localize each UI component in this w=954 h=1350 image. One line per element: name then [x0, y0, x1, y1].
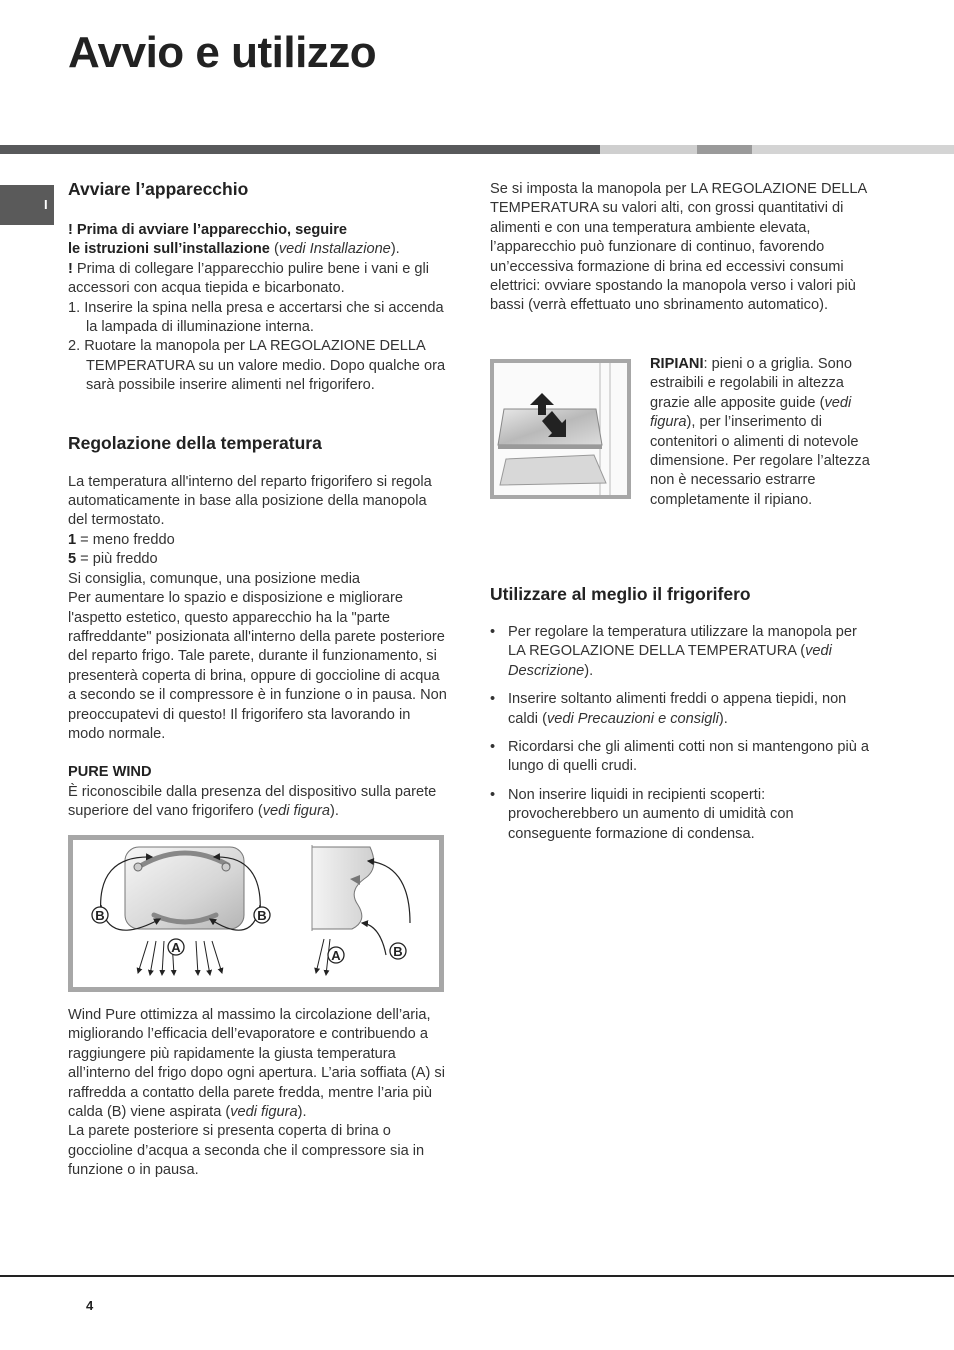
pure-wind-text: È riconoscibile dalla presenza del dispositivo sulla parete superiore del vano frigorifero ( [68, 783, 437, 820]
list-item [490, 738, 870, 777]
header-bar-light [600, 145, 697, 154]
tips-list [490, 623, 870, 844]
ripiani-text: : pieni o a griglia. Sono estraibili e regolabili in altezza grazie alle apposite guide ( [650, 356, 852, 411]
value-text: = più freddo [76, 551, 158, 568]
value-1 [68, 531, 448, 550]
warning-installation [68, 221, 448, 260]
page-number: 4 [86, 1298, 94, 1313]
utilizzare-section [490, 583, 870, 853]
language-tab-label: I [44, 197, 48, 212]
tip-text: Per regolare la temperatura utilizzare la manopola per LA REGOLAZIONE DELLA TEMPERATURA ( [508, 624, 857, 660]
label-a-front: A [171, 940, 181, 955]
value-5 [68, 550, 448, 569]
left-column [68, 178, 448, 822]
pure-wind-intro [68, 783, 448, 822]
header-bar-mid [697, 145, 752, 154]
warning-mark: ! [68, 260, 77, 277]
tip-text: ). [584, 662, 594, 679]
footer-rule [0, 1275, 954, 1277]
reference-link: vedi figura [230, 1104, 298, 1121]
section-heading-regolazione: Regolazione della temperatura [68, 432, 322, 453]
step-2: 2. Ruotare la manopola per LA REGOLAZIONE DELLA TEMPERATURA su un valore medio. Dopo qualche ora sarà possibile inserire alimenti nel frigorifero. [68, 338, 446, 394]
pure-wind-heading: PURE WIND [68, 764, 152, 781]
section-heading-utilizzare: Utilizzare al meglio il frigorifero [490, 584, 751, 604]
ripiani-text: ), per l’inserimento di contenitori o alimenti di notevole dimensione. Per regolare l’altezza non è necessario estrarre completamente il ripiano. [650, 414, 870, 508]
value-text: = meno freddo [76, 531, 175, 548]
label-b-left: B [95, 908, 105, 923]
reference-link: vedi Precauzioni e consigli [546, 710, 719, 727]
section-heading-avviare: Avviare l’apparecchio [68, 179, 249, 199]
label-b-side: B [393, 944, 403, 959]
tip-text: Inserire soltanto alimenti freddi o appena tiepidi, non caldi ( [508, 691, 847, 727]
language-tab [0, 185, 54, 225]
pure-wind-description [68, 1006, 448, 1181]
reference-link: vedi Installazione [278, 241, 391, 258]
warning-paren: ). [390, 241, 400, 258]
pure-wind-desc-text: Wind Pure ottimizza al massimo la circolazione dell’aria, migliorando l’efficacia dell’evaporatore e contribuendo a raggiungere più rapidamente la giusta temperatura all’interno del frigo dopo ogni apertura. L’aria soffiata (A) si raffredda a contatto della parete fredda, mentre l’aria più calda (B) viene aspirata ( [68, 1007, 445, 1121]
warning-mark: ! [68, 222, 77, 238]
tip-text: Ricordarsi che gli alimenti cotti non si mantengono più a lungo di quelli crudi. [508, 739, 869, 775]
pure-wind-desc-text: ). [297, 1104, 307, 1121]
reference-link: vedi figura [262, 803, 331, 820]
shelf-figure [490, 359, 631, 499]
page-title: Avvio e utilizzo [68, 28, 377, 77]
list-item [490, 786, 870, 844]
regolazione-consiglio: Si consiglia, comunque, una posizione media [68, 570, 361, 587]
warning-text-bold: Prima di avviare l’apparecchio, seguire [76, 222, 348, 238]
list-item [490, 623, 870, 681]
pure-wind-figure [68, 835, 444, 992]
label-b-right: B [257, 908, 267, 923]
tip-text: Non inserire liquidi in recipienti scoperti: provocherebbero un aumento di umidità con conseguente formazione di condensa. [508, 786, 794, 842]
temperature-note: Se si imposta la manopola per LA REGOLAZIONE DELLA TEMPERATURA su valori alti, con grossi quantitativi di alimenti e con una temperatura ambiente elevata, l’apparecchio può funzionare di continuo, favorendo un’eccessiva formazione di brina ed eccessivi consumi elettrici: ovviare spostando la manopola verso i valori più bassi (verrà effettuato uno sbrinamento automatico). [490, 181, 867, 314]
pure-wind-text: ). [330, 803, 339, 820]
ripiani-label: RIPIANI [650, 356, 704, 372]
header-bar-light-end [752, 145, 954, 154]
regolazione-intro: La temperatura all'interno del reparto frigorifero si regola automaticamente in base alla posizione della manopola del termostato. [68, 473, 432, 529]
pure-wind-diagram [68, 835, 444, 992]
reference-link: vedi figura [650, 394, 852, 431]
ripiani-paragraph [650, 355, 875, 510]
value-number: 1 [68, 531, 77, 548]
shelf-diagram [490, 359, 631, 499]
tip-text: ). [718, 710, 728, 727]
warning-text-bold: le istruzioni sull’installazione [68, 241, 270, 258]
list-item [490, 690, 870, 729]
shelves-description [650, 355, 875, 510]
warning-text: Prima di collegare l’apparecchio pulire bene i vani e gli accessori con acqua tiepida e bicarbonato. [68, 260, 429, 297]
pure-wind-desc-2: La parete posteriore si presenta coperta di brina o goccioline d’acqua a seconda che il compressore sia in funzione o in pausa. [68, 1123, 425, 1179]
regolazione-paragraph: Per aumentare lo spazio e disposizione e migliorare l'aspetto estetico, questo apparecchio ha la "parte raffreddante" posizionata all'interno della parete posteriore del reparto frigo. Tale parete, durante il funzionamento, si presenterà coperta di brina, oppure di goccioline di acqua a secondo se il compressore è in funzione o in pausa. Non preoccupatevi di questo! Il frigorifero sta lavorando in modo normale. [68, 590, 447, 742]
reference-link: vedi Descrizione [508, 643, 832, 679]
warning-paren: ( [269, 241, 279, 258]
header-bar-dark [0, 145, 600, 154]
value-number: 5 [68, 551, 77, 568]
step-1: 1. Inserire la spina nella presa e accertarsi che si accenda la lampada di illuminazione interna. [68, 299, 444, 336]
pure-wind-desc-1 [68, 1006, 448, 1122]
right-column [490, 180, 870, 316]
label-a-side: A [331, 948, 341, 963]
warning-cleaning [68, 260, 448, 299]
